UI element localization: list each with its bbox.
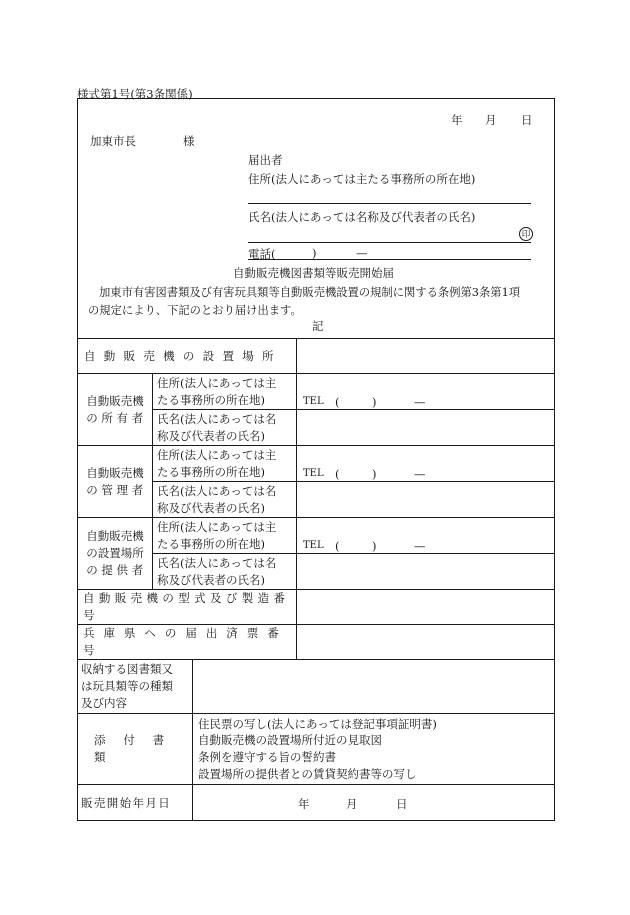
owner-name-label (157, 410, 296, 445)
provider-label-line: 自動販売機 (86, 529, 144, 544)
contents-label-line: は玩具類等の種類 (81, 679, 173, 694)
body-text-line-1: 加東市有害図書類及び有害玩具類等自動販売機設置の規制に関する条例第3条第1項 (99, 286, 521, 299)
model-number-value[interactable] (297, 590, 554, 624)
start-date-month: 月 (346, 797, 358, 811)
provider-tel-close: ) (372, 539, 377, 553)
name-sub-line: 称及び代表者の氏名) (157, 428, 265, 443)
manager-name-value[interactable] (297, 482, 554, 517)
manager-tel-dash: — (414, 467, 426, 481)
start-date-day: 日 (396, 797, 408, 811)
provider-label-line: の設置場所 (86, 546, 144, 561)
name-sub-line: 氏名(法人にあっては名 (157, 555, 277, 570)
location-value[interactable] (297, 339, 554, 373)
manager-label-line: 自動販売機 (86, 465, 144, 480)
applicant-phone-close: ) (312, 246, 317, 260)
contents-label-line: 及び内容 (81, 695, 127, 710)
provider-tel-label: TEL (303, 540, 324, 551)
name-sub-line: 氏名(法人にあっては名 (157, 411, 277, 426)
address-sub-line: 住所(法人にあっては主 (157, 519, 277, 534)
contents-label-line: 収納する図書類又 (81, 662, 173, 677)
ki-mark: 記 (312, 319, 324, 333)
attachment-item: 自動販売機の設置場所付近の見取図 (198, 733, 382, 748)
address-sub-line: 住所(法人にあっては主 (157, 375, 277, 390)
applicant-name-label: 氏名(法人にあっては名称及び代表者の氏名) (248, 210, 476, 224)
model-number-label: 自動販売機の型式及び製造番号 (83, 591, 290, 622)
seal-mark-icon: 印 (519, 227, 533, 241)
name-sub-line: 称及び代表者の氏名) (157, 572, 265, 587)
date-day: 日 (521, 113, 533, 127)
hyogo-number-label: 兵庫県への届出済票番号 (83, 626, 288, 657)
addressee-name: 加東市長 (90, 134, 136, 148)
attachments-label: 添付書類 (94, 733, 182, 764)
hyogo-number-value[interactable] (297, 625, 554, 659)
attachment-item: 条例を遵守する旨の誓約書 (198, 750, 336, 764)
name-sub-line: 氏名(法人にあっては名 (157, 483, 277, 498)
owner-tel-open: ( (335, 395, 340, 409)
owner-tel-dash: — (414, 395, 426, 409)
start-date-year: 年 (298, 797, 310, 811)
address-sub-line: たる事務所の所在地) (157, 392, 265, 407)
provider-label-line: の 提 供 者 (86, 562, 144, 577)
provider-name-value[interactable] (297, 554, 554, 589)
applicant-address-label: 住所(法人にあっては主たる事務所の所在地) (248, 172, 476, 186)
name-sub-line: 称及び代表者の氏名) (157, 500, 265, 515)
provider-label (78, 518, 152, 589)
applicant-address-line[interactable] (248, 203, 531, 204)
contents-value[interactable] (193, 660, 554, 713)
column-divider (152, 373, 153, 589)
document-title: 自動販売機図書類等販売開始届 (233, 266, 394, 280)
date-month: 月 (485, 113, 497, 127)
owner-label (78, 374, 152, 445)
address-sub-line: たる事務所の所在地) (157, 536, 265, 551)
provider-tel-open: ( (335, 539, 340, 553)
provider-address-label (157, 518, 296, 553)
manager-tel-label: TEL (303, 468, 324, 479)
owner-tel-close: ) (372, 395, 377, 409)
address-sub-line: たる事務所の所在地) (157, 464, 265, 479)
contents-label (81, 660, 192, 713)
manager-tel-open: ( (335, 467, 340, 481)
attachment-item: 住民票の写し(法人にあっては登記事項証明書) (198, 716, 437, 731)
applicant-phone-line[interactable] (248, 259, 531, 260)
manager-label (78, 446, 152, 517)
body-text-line-2: の規定により、下記のとおり届け出ます。 (88, 304, 302, 317)
addressee-honorific: 様 (183, 134, 195, 148)
applicant-phone-dash: — (356, 246, 368, 260)
address-sub-line: 住所(法人にあっては主 (157, 447, 277, 462)
attachment-item: 設置場所の提供者との賃貸契約書等の写し (198, 766, 417, 781)
applicant-phone-label: 電話( (248, 247, 276, 261)
provider-tel-dash: — (414, 539, 426, 553)
owner-name-value[interactable] (297, 410, 554, 445)
manager-tel-close: ) (372, 467, 377, 481)
form-number: 様式第1号(第3条関係) (77, 87, 193, 101)
manager-address-label (157, 446, 296, 481)
date-year: 年 (451, 113, 463, 127)
manager-label-line: の 管 理 者 (86, 482, 144, 497)
location-label: 自動販売機の設置場所 (84, 348, 282, 363)
owner-address-label (157, 374, 296, 409)
start-date-label: 販売開始年月日 (81, 795, 172, 810)
owner-label-line: の 所 有 者 (86, 410, 144, 425)
applicant-heading: 届出者 (248, 153, 283, 167)
manager-name-label (157, 482, 296, 517)
provider-name-label (157, 554, 296, 589)
owner-label-line: 自動販売機 (86, 393, 144, 408)
attachments-list (198, 714, 554, 784)
applicant-name-line[interactable] (248, 242, 531, 243)
owner-tel-label: TEL (303, 396, 324, 407)
